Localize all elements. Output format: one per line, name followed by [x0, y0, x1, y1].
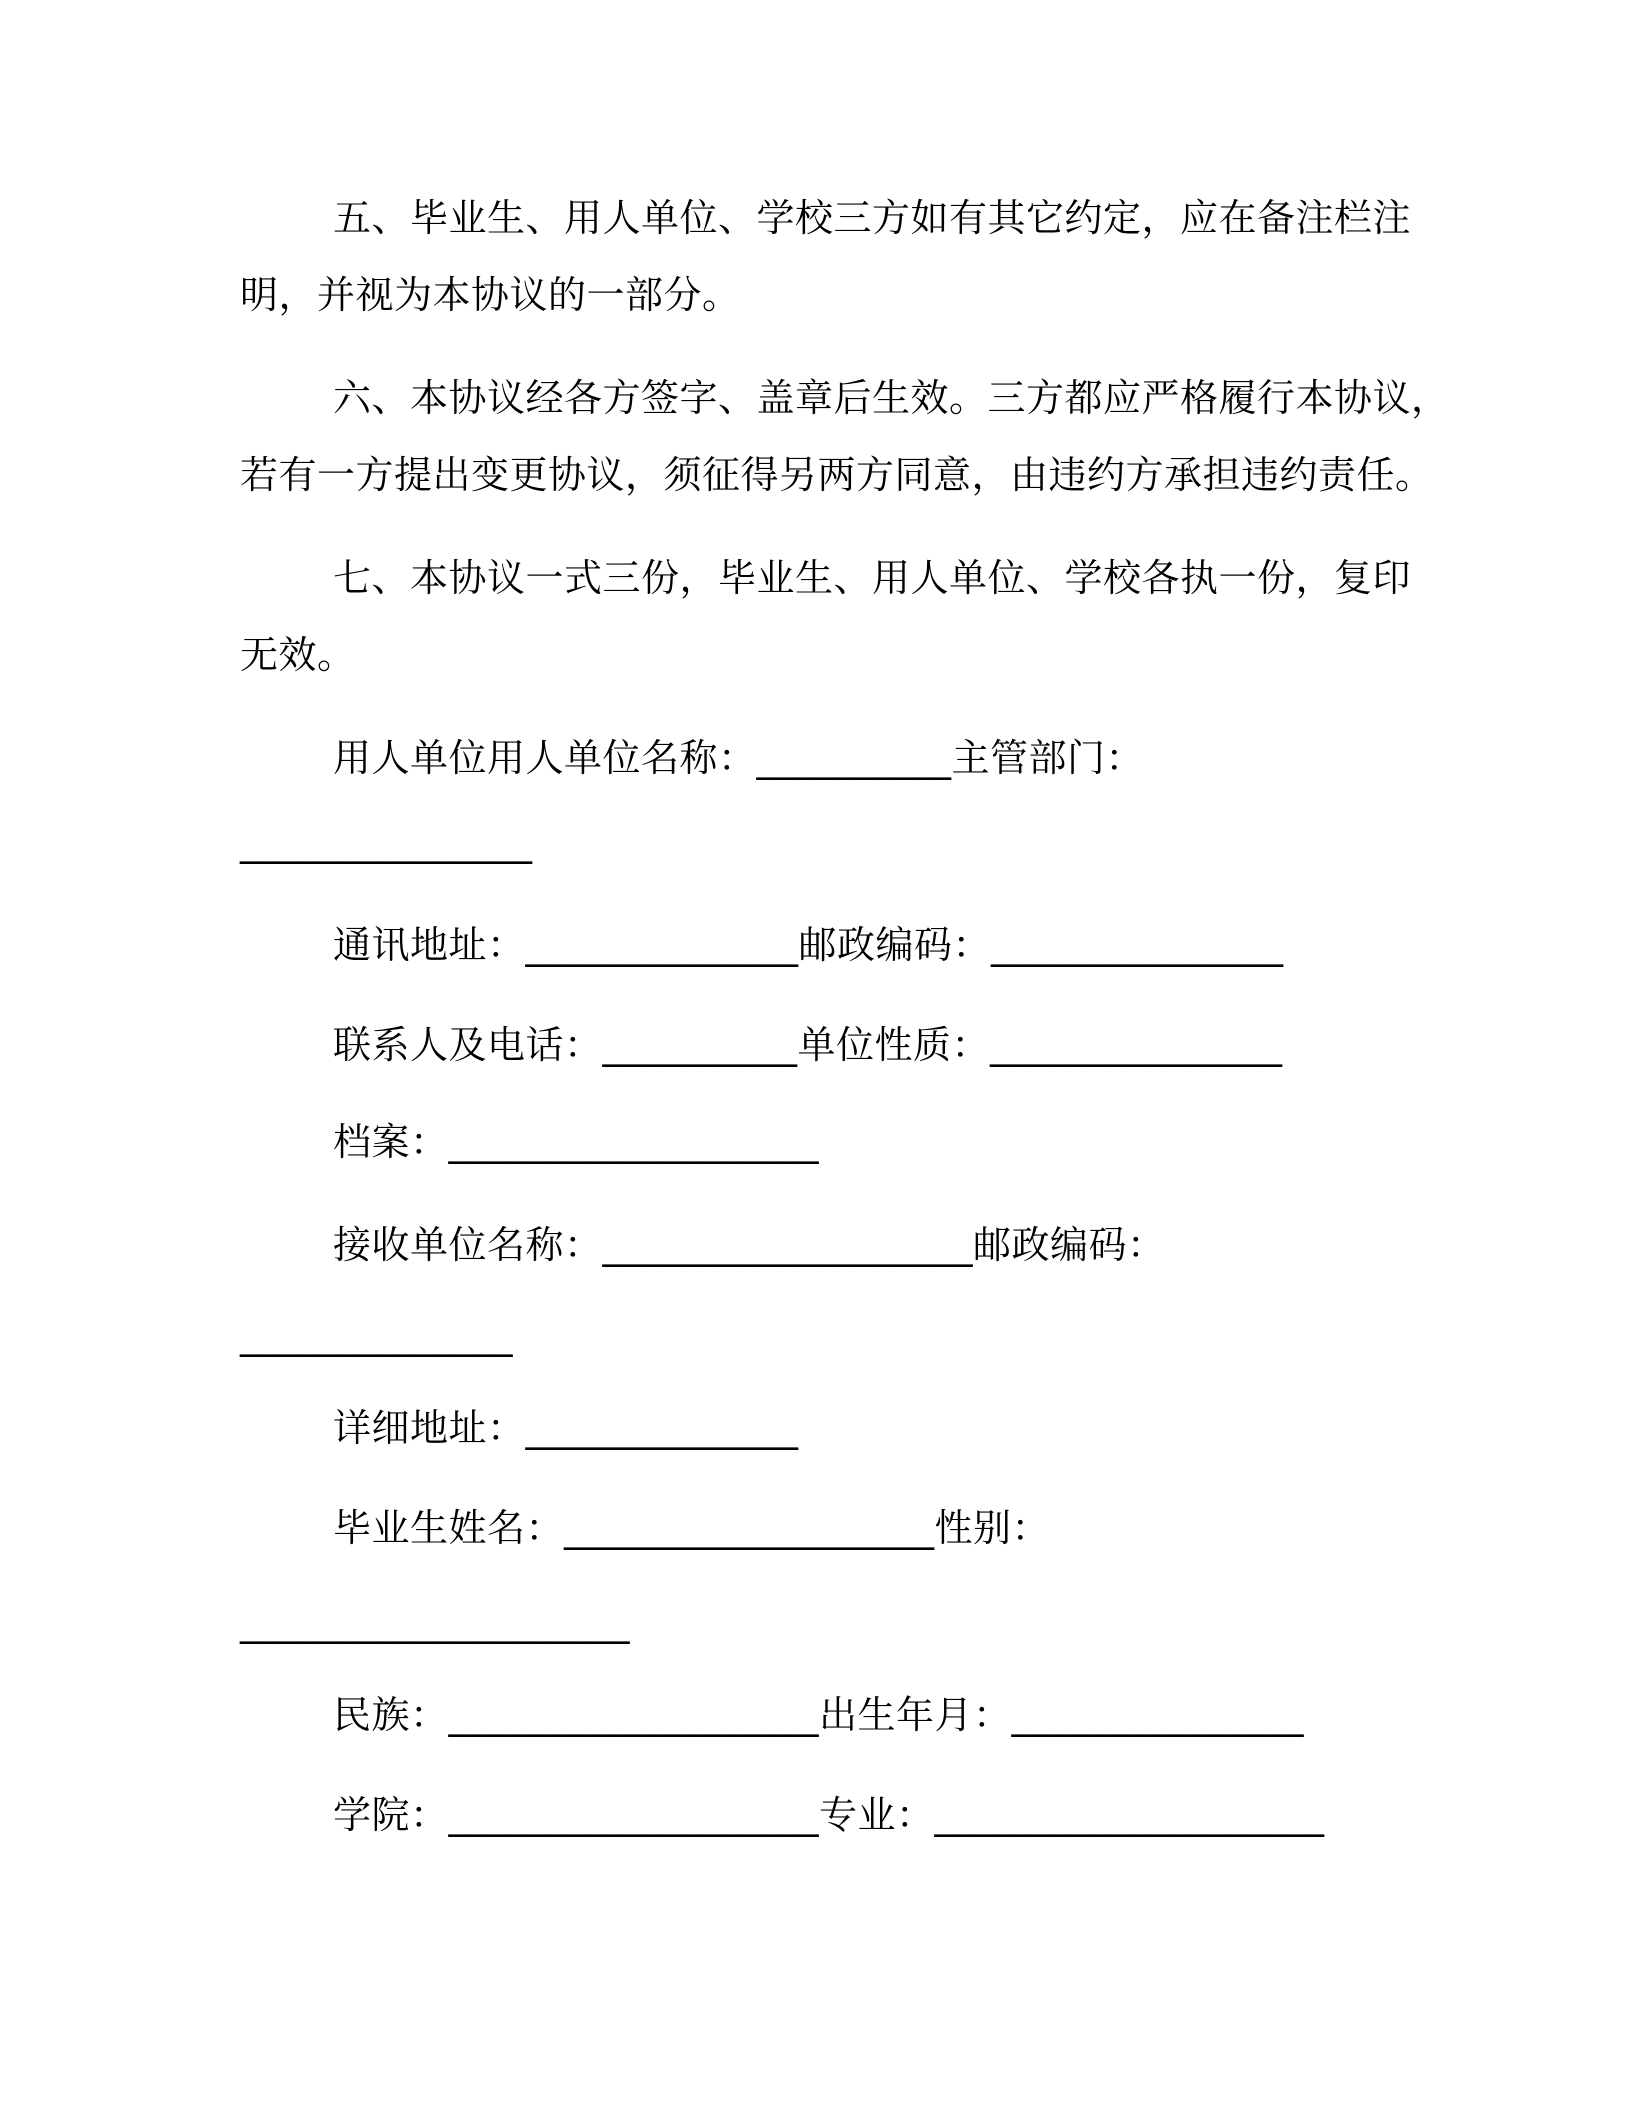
paragraph-7-line-2: 无效。 [240, 633, 356, 677]
paragraph-5-line-2: 明，并视为本协议的一部分。 [240, 273, 741, 317]
graduate-name-field: 毕业生姓名：___________________性别： [333, 1506, 1051, 1550]
ethnic-birth-field: 民族：___________________出生年月：_______________ [333, 1693, 1305, 1737]
paragraph-6-line-2: 若有一方提出变更协议，须征得另两方同意，由违约方承担违约责任。 [240, 453, 1434, 497]
receiver-postcode-blank: ______________ [240, 1313, 513, 1357]
college-major-field: 学院：___________________专业：____________________ [333, 1793, 1325, 1837]
paragraph-5-line-1: 五、毕业生、用人单位、学校三方如有其它约定，应在备注栏注 [333, 196, 1412, 240]
address-field: 通讯地址：______________邮政编码：_______________ [333, 923, 1284, 967]
receiver-name-field: 接收单位名称：___________________邮政编码： [333, 1223, 1166, 1267]
archive-field: 档案：___________________ [333, 1120, 820, 1164]
contact-field: 联系人及电话：__________单位性质：_______________ [333, 1023, 1283, 1067]
employer-department-blank: _______________ [240, 820, 533, 864]
graduate-gender-blank: ____________________ [240, 1600, 630, 1644]
detail-address-field: 详细地址：______________ [333, 1406, 799, 1450]
employer-name-field: 用人单位用人单位名称：__________主管部门： [333, 736, 1145, 780]
paragraph-7-line-1: 七、本协议一式三份，毕业生、用人单位、学校各执一份，复印 [333, 556, 1412, 600]
paragraph-6-line-1: 六、本协议经各方签字、盖章后生效。三方都应严格履行本协议， [333, 376, 1450, 420]
